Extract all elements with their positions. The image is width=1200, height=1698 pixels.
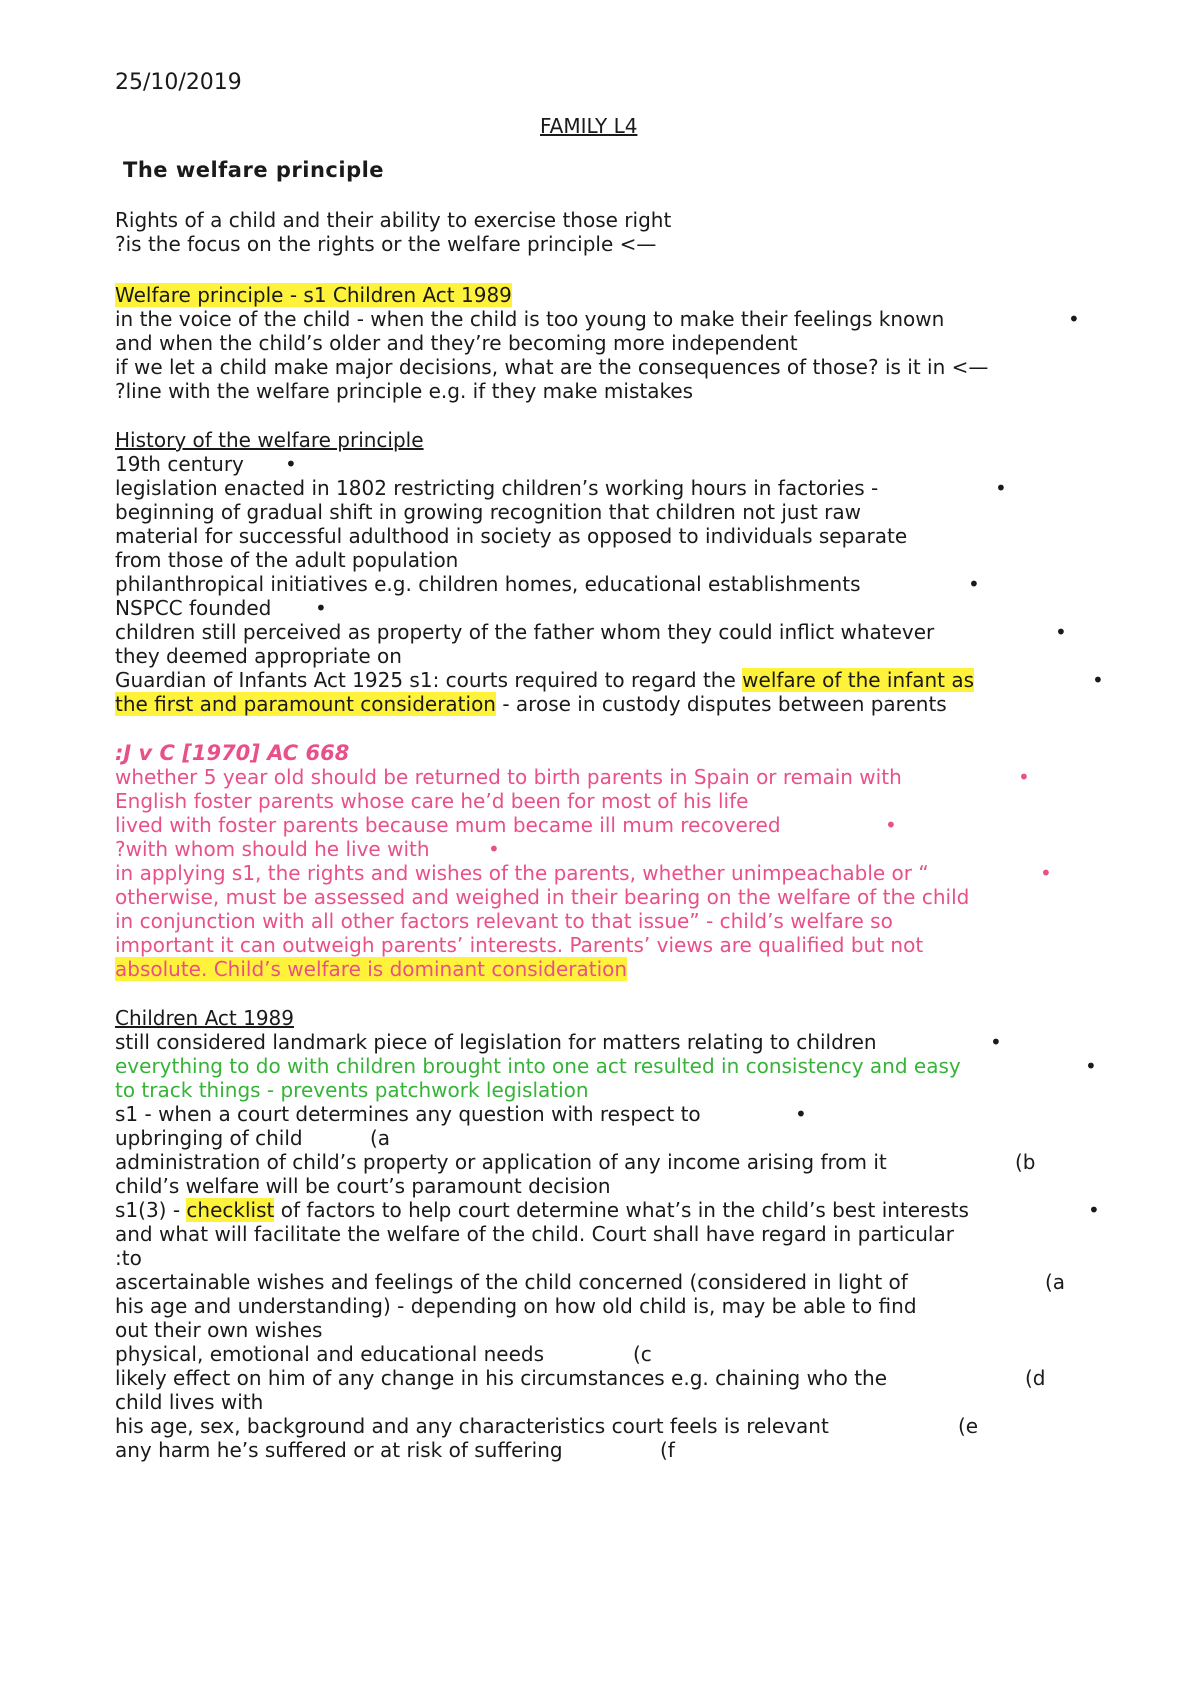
checklist-item: child lives with (115, 1390, 264, 1414)
ca1989-line: administration of child’s property or application of any income arising from it (115, 1150, 887, 1174)
ca1989-line: :to (115, 1246, 142, 1270)
bullet-icon: • (1055, 620, 1067, 644)
checklist-line: s1(3) - checklist of factors to help court determine what’s in the child’s best interests (115, 1198, 969, 1222)
welfare-line: ?line with the welfare principle e.g. if they make mistakes (115, 379, 694, 403)
ca1989-line: child’s welfare will be court’s paramount decision (115, 1174, 611, 1198)
bullet-icon: • (995, 476, 1007, 500)
intro-line: ?is the focus on the rights or the welfare principle <— (115, 232, 657, 256)
case-line: otherwise, must be assessed and weighed in their bearing on the welfare of the child (115, 885, 970, 909)
history-line: 19th century (115, 452, 244, 476)
bullet-icon: • (1068, 307, 1080, 331)
list-marker: (d (1025, 1366, 1046, 1390)
history-line: beginning of gradual shift in growing recognition that children not just raw (115, 500, 862, 524)
case-line: English foster parents whose care he’d been for most of his life (115, 789, 749, 813)
history-line: from those of the adult population (115, 548, 459, 572)
welfare-heading: Welfare principle - s1 Children Act 1989 (115, 283, 512, 307)
checklist-item: his age, sex, background and any characteristics court feels is relevant (115, 1414, 829, 1438)
history-line: philanthropical initiatives e.g. children homes, educational establishments (115, 572, 861, 596)
bullet-icon: • (1092, 668, 1104, 692)
case-line: ?with whom should he live with (115, 837, 430, 861)
bullet-icon: • (885, 813, 897, 837)
bullet-icon: • (968, 572, 980, 596)
case-citation: :J v C [1970] AC 668 (115, 741, 350, 765)
bullet-icon: • (315, 596, 327, 620)
bullet-icon: • (1018, 765, 1030, 789)
list-marker: (e (958, 1414, 979, 1438)
history-line: children still perceived as property of the father whom they could inflict whatever (115, 620, 935, 644)
case-line: in conjunction with all other factors relevant to that issue” - child’s welfare so (115, 909, 893, 933)
page-title: FAMILY L4 (540, 114, 638, 138)
ca1989-line: to track things - prevents patchwork legislation (115, 1078, 589, 1102)
list-marker: (c (633, 1342, 652, 1366)
list-marker: (a (1045, 1270, 1066, 1294)
history-line: NSPCC founded (115, 596, 272, 620)
ca1989-line: and what will facilitate the welfare of the child. Court shall have regard in particular (115, 1222, 954, 1246)
ca1989-line: s1 - when a court determines any question with respect to (115, 1102, 701, 1126)
guardian-line: the first and paramount consideration - arose in custody disputes between parents (115, 692, 947, 716)
case-line: in applying s1, the rights and wishes of the parents, whether unimpeachable or “ (115, 861, 929, 885)
checklist-item: out their own wishes (115, 1318, 323, 1342)
bullet-icon: • (1040, 861, 1052, 885)
case-line: whether 5 year old should be returned to birth parents in Spain or remain with (115, 765, 902, 789)
checklist-item: any harm he’s suffered or at risk of suffering (115, 1438, 563, 1462)
ca1989-line: upbringing of child (115, 1126, 303, 1150)
bullet-icon: • (1085, 1054, 1097, 1078)
welfare-line: in the voice of the child - when the child is too young to make their feelings known (115, 307, 945, 331)
ca1989-heading: Children Act 1989 (115, 1006, 294, 1030)
date: 25/10/2019 (115, 70, 242, 95)
checklist-item: his age and understanding) - depending on how old child is, may be able to find (115, 1294, 917, 1318)
history-line: legislation enacted in 1802 restricting children’s working hours in factories - (115, 476, 879, 500)
checklist-item: likely effect on him of any change in his circumstances e.g. chaining who the (115, 1366, 888, 1390)
bullet-icon: • (488, 837, 500, 861)
guardian-line: Guardian of Infants Act 1925 s1: courts required to regard the welfare of the infant as (115, 668, 975, 692)
welfare-line: and when the child’s older and they’re becoming more independent (115, 331, 798, 355)
history-heading: History of the welfare principle (115, 428, 424, 452)
bullet-icon: • (1088, 1198, 1100, 1222)
section-heading: The welfare principle (123, 158, 385, 182)
list-marker: (a (370, 1126, 391, 1150)
case-line: important it can outweigh parents’ interests. Parents’ views are qualified but not (115, 933, 924, 957)
case-line: absolute. Child’s welfare is dominant consideration (115, 957, 628, 981)
list-marker: (b (1015, 1150, 1036, 1174)
checklist-item: physical, emotional and educational needs (115, 1342, 545, 1366)
welfare-line: if we let a child make major decisions, what are the consequences of those? is it in <— (115, 355, 989, 379)
case-line: lived with foster parents because mum became ill mum recovered (115, 813, 781, 837)
bullet-icon: • (285, 452, 297, 476)
ca1989-line: everything to do with children brought into one act resulted in consistency and easy (115, 1054, 961, 1078)
intro-line: Rights of a child and their ability to exercise those right (115, 208, 672, 232)
bullet-icon: • (990, 1030, 1002, 1054)
history-line: material for successful adulthood in society as opposed to individuals separate (115, 524, 908, 548)
checklist-item: ascertainable wishes and feelings of the child concerned (considered in light of (115, 1270, 908, 1294)
ca1989-line: still considered landmark piece of legislation for matters relating to children (115, 1030, 877, 1054)
bullet-icon: • (795, 1102, 807, 1126)
list-marker: (f (660, 1438, 675, 1462)
history-line: they deemed appropriate on (115, 644, 402, 668)
